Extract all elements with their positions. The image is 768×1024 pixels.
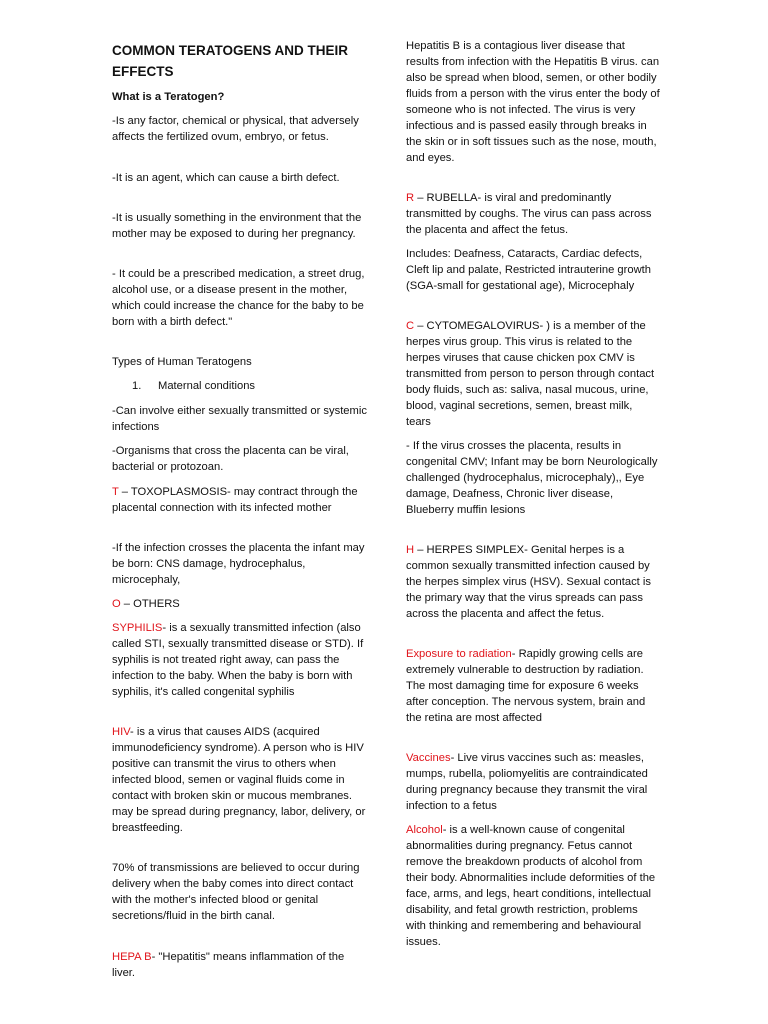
alcohol-paragraph: Alcohol- is a well-known cause of congenital abnormalities during pregnancy. Fetus cannot remove the breakdown products of alcohol from their body. Abnormalities include deformities of the face, arms, and legs, heart conditions, intellectual disability, and fetal growth restriction, problems with thinking and remembering and behavioural issues. (406, 824, 656, 948)
teratogen-heading: What is a Teratogen? (112, 91, 225, 103)
radiation-paragraph: Exposure to radiation- Rapidly growing cells are extremely vulnerable to destruction by radiation. The most damaging time for exposure 6 weeks after conception. The nervous system, brain and the retina are most affected (406, 648, 646, 724)
term-label: H (406, 544, 415, 556)
vaccines-paragraph: Vaccines- Live virus vaccines such as: measles, mumps, rubella, poliomyelitis are contraindicated during pregnancy because they transmit the viral infection to a fetus (406, 752, 648, 812)
paragraph: -Organisms that cross the placenta can be viral, bacterial or protozoan. (112, 445, 349, 473)
toxoplasmosis-paragraph: T – TOXOPLASMOSIS- may contract through the placental connection with its infected mother (112, 486, 358, 514)
paragraph: 70% of transmissions are believed to occur during delivery when the baby comes into direct contact with the mother's infected blood or genital secretions/fluid in the birth canal. (112, 862, 360, 922)
term-label: O (112, 598, 121, 610)
hiv-paragraph: HIV- is a virus that causes AIDS (acquired immunodeficiency syndrome). A person who is HIV positive can transmit the virus to others when infected blood, semen or vaginal fluids come in contact with broken skin or mucous membranes. may be spread during pregnancy, labor, delivery, or breastfeeding. (112, 726, 366, 834)
paragraph: -If the infection crosses the placenta the infant may be born: CNS damage, hydrocephalus, microcephaly, (112, 542, 365, 586)
paragraph: -It is an agent, which can cause a birth defect. (112, 172, 340, 184)
syphilis-paragraph: SYPHILIS- is a sexually transmitted infection (also called STI, sexually transmitted disease or STD). If syphilis is not treated right away, can pass the infection to the baby. When the baby is born with syphilis, it's called congenital syphilis (112, 622, 364, 698)
rubella-paragraph: R – RUBELLA- is viral and predominantly transmitted by coughs. The virus can pass across the placenta and affect the fetus. (406, 192, 652, 236)
hepa-b-paragraph: HEPA B- "Hepatitis" means inflammation of the liver. (112, 951, 345, 979)
page-title: COMMON TERATOGENS AND THEIR EFFECTS (112, 43, 348, 79)
paragraph: -Can involve either sexually transmitted or systemic infections (112, 405, 367, 433)
paragraph: Includes: Deafness, Cataracts, Cardiac defects, Cleft lip and palate, Restricted intrauterine growth (SGA-small for gestational age), Microcephaly (406, 248, 652, 292)
paragraph: - It could be a prescribed medication, a street drug, alcohol use, or a disease present in the mother, which could increase the chance for the baby to be born with a birth defect." (112, 268, 365, 328)
term-label: SYPHILIS (112, 622, 163, 634)
term-label: HEPA B (112, 951, 152, 963)
herpes-paragraph: H – HERPES SIMPLEX- Genital herpes is a common sexually transmitted infection caused by the herpes simplex virus (HSV). Sexual contact is the primary way that the virus spreads can pass across the placenta and affect the fetus. (406, 544, 651, 620)
types-heading: Types of Human Teratogens (112, 356, 252, 368)
term-label: Alcohol (406, 824, 443, 836)
paragraph: -It is usually something in the environment that the mother may be exposed to during her pregnancy. (112, 212, 362, 240)
paragraph: - If the virus crosses the placenta, results in congenital CMV; Infant may be born Neurologically challenged (hydrocephalus, microcephaly),, Eye damage, Deafness, Chronic liver disease, Blueberry muffin lesions (406, 440, 658, 516)
cytomegalovirus-paragraph: C – CYTOMEGALOVIRUS- ) is a member of the herpes virus group. This virus is related to the herpes viruses that cause chicken pox CMV is transmitted from person to person through contact body fluids, such as: saliva, nasal mucous, urine, blood, vaginal secretions, semen, breast milk, tears (406, 320, 655, 428)
left-column (112, 0, 368, 1024)
right-column (406, 0, 660, 1024)
term-label: HIV (112, 726, 131, 738)
term-label: Exposure to radiation (406, 648, 512, 660)
term-label: T (112, 486, 119, 498)
term-label: C (406, 320, 415, 332)
others-paragraph: O – OTHERS (112, 598, 180, 610)
paragraph: -Is any factor, chemical or physical, that adversely affects the fertilized ovum, embryo, or fetus. (112, 115, 359, 143)
list-number: 1. (132, 380, 142, 392)
paragraph: Hepatitis B is a contagious liver disease that results from infection with the Hepatitis B virus. can also be spread when blood, semen, or other bodily fluids from a person with the virus enter the body of someone who is not infected. The virus is very infectious and is passed easily through breaks in the skin or in soft tissues such as the nose, mouth, and eyes. (406, 40, 660, 164)
list-item (112, 378, 388, 394)
term-label: R (406, 192, 415, 204)
list-item-label: Maternal conditions (158, 380, 256, 392)
term-label: Vaccines (406, 752, 451, 764)
